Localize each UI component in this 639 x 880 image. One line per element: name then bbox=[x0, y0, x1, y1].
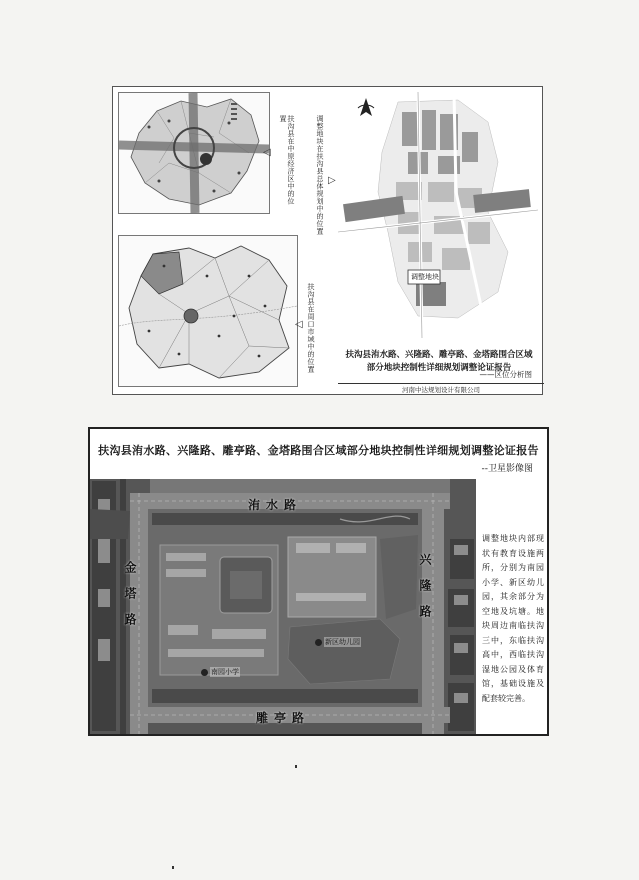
school-label: 南园小学 bbox=[211, 668, 239, 676]
satellite-subtitle: --卫星影像图 bbox=[481, 464, 533, 474]
adjust-block-label: 调整地块 bbox=[411, 273, 439, 281]
location-map-subtitle: ——区位分析图 bbox=[479, 370, 532, 379]
scan-speck bbox=[295, 765, 297, 768]
arrow-left-icon: ◁ bbox=[263, 147, 271, 158]
report-title: 扶沟县洧水路、兴隆路、雕亭路、金塔路围合区域部分地块控制性详细规划调整论证报告 bbox=[98, 444, 539, 457]
county-location-label: 扶沟县在周口市域中的位置 bbox=[307, 283, 315, 373]
province-location-map bbox=[118, 92, 270, 214]
road-label-east: 兴隆路 bbox=[418, 553, 432, 631]
school-marker-icon bbox=[201, 669, 208, 676]
satellite-image-panel bbox=[88, 427, 549, 736]
satellite-image bbox=[90, 479, 476, 734]
county-map-graphic bbox=[119, 236, 297, 386]
scan-speck bbox=[172, 866, 174, 869]
road-label-south: 雕亭路 bbox=[256, 711, 311, 725]
master-plan-graphic bbox=[338, 92, 538, 338]
north-arrow-icon bbox=[358, 98, 374, 116]
road-label-west: 金塔路 bbox=[123, 561, 137, 639]
road-label-north: 洧水路 bbox=[248, 498, 303, 512]
kindergarten-label: 新区幼儿园 bbox=[325, 638, 360, 646]
province-map-graphic bbox=[119, 93, 269, 213]
arrow-left-icon: ◁ bbox=[295, 319, 303, 330]
location-map-title-line1: 扶沟县洧水路、兴隆路、雕亭路、金塔路围合区域 bbox=[345, 350, 533, 360]
kindergarten-marker-icon bbox=[315, 639, 322, 646]
site-description: 调整地块内部现状有教育设施两所，分别为南园小学、新区幼儿园，其余部分为空地及坑塘。地块周边南临扶沟三中，东临扶沟高中，西临扶沟湿地公园及体育馆，基础设施及配套较完善。 bbox=[482, 534, 544, 703]
arrow-right-icon: ▷ bbox=[328, 175, 336, 186]
province-location-label: 扶沟县在中原经济区中的位置 bbox=[279, 115, 295, 205]
master-plan-map bbox=[338, 92, 538, 338]
county-location-map bbox=[118, 235, 298, 387]
location-analysis-panel bbox=[112, 86, 543, 395]
designer-company: 河南中达规划设计有限公司 bbox=[338, 383, 544, 397]
master-plan-location-label: 调整地块在扶沟县总体规划中的位置 bbox=[316, 115, 324, 235]
location-map-title-line2: 部分地块控制性详细规划调整论证报告 bbox=[366, 363, 512, 373]
